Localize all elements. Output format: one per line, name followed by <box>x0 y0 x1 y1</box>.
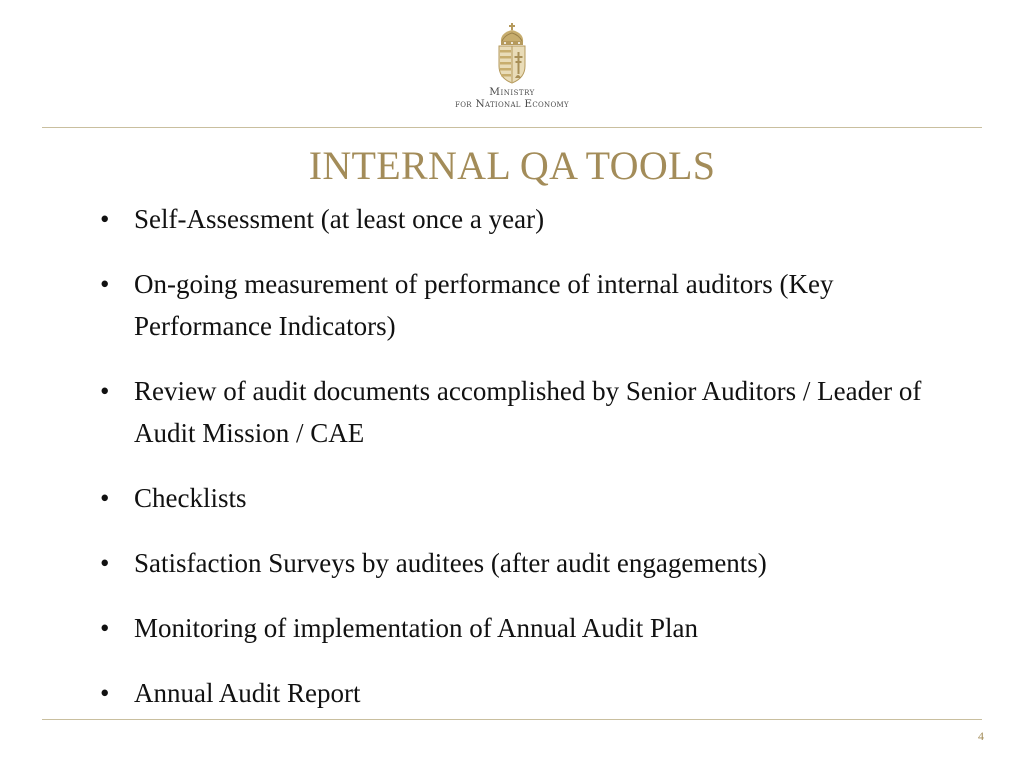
bullet-list <box>96 198 936 737</box>
list-item <box>96 477 936 519</box>
hungarian-coat-of-arms-icon <box>495 22 529 84</box>
list-item-text: Satisfaction Surveys by auditees (after audit engagements) <box>134 548 767 578</box>
slide-title: INTERNAL QA TOOLS <box>308 143 716 188</box>
bullet-icon: • <box>100 548 110 578</box>
list-item-text: Review of audit documents accomplished by Senior Auditors / Leader of Audit Mission / CAE <box>134 376 922 448</box>
bullet-icon: • <box>100 376 110 406</box>
ministry-name-line1: Ministry <box>489 86 535 98</box>
list-item-text: Checklists <box>134 483 247 513</box>
bullet-icon: • <box>100 204 110 234</box>
ministry-logo <box>0 22 1024 110</box>
list-item-text: Monitoring of implementation of Annual Audit Plan <box>134 613 698 643</box>
ministry-name-line2: for National Economy <box>455 98 569 110</box>
bullet-icon: • <box>100 613 110 643</box>
bullet-icon: • <box>100 269 110 299</box>
list-item <box>96 672 936 714</box>
bullet-icon: • <box>100 483 110 513</box>
page-number: 4 <box>978 729 984 743</box>
top-divider <box>42 127 982 128</box>
list-item <box>96 542 936 584</box>
bullet-icon: • <box>100 678 110 708</box>
list-item-text: Annual Audit Report <box>134 678 361 708</box>
bottom-divider <box>42 719 982 720</box>
list-item-text: On-going measurement of performance of internal auditors (Key Performance Indicators) <box>134 269 834 341</box>
list-item <box>96 198 936 240</box>
list-item <box>96 607 936 649</box>
list-item <box>96 263 936 347</box>
list-item <box>96 370 936 454</box>
list-item-text: Self-Assessment (at least once a year) <box>134 204 545 234</box>
